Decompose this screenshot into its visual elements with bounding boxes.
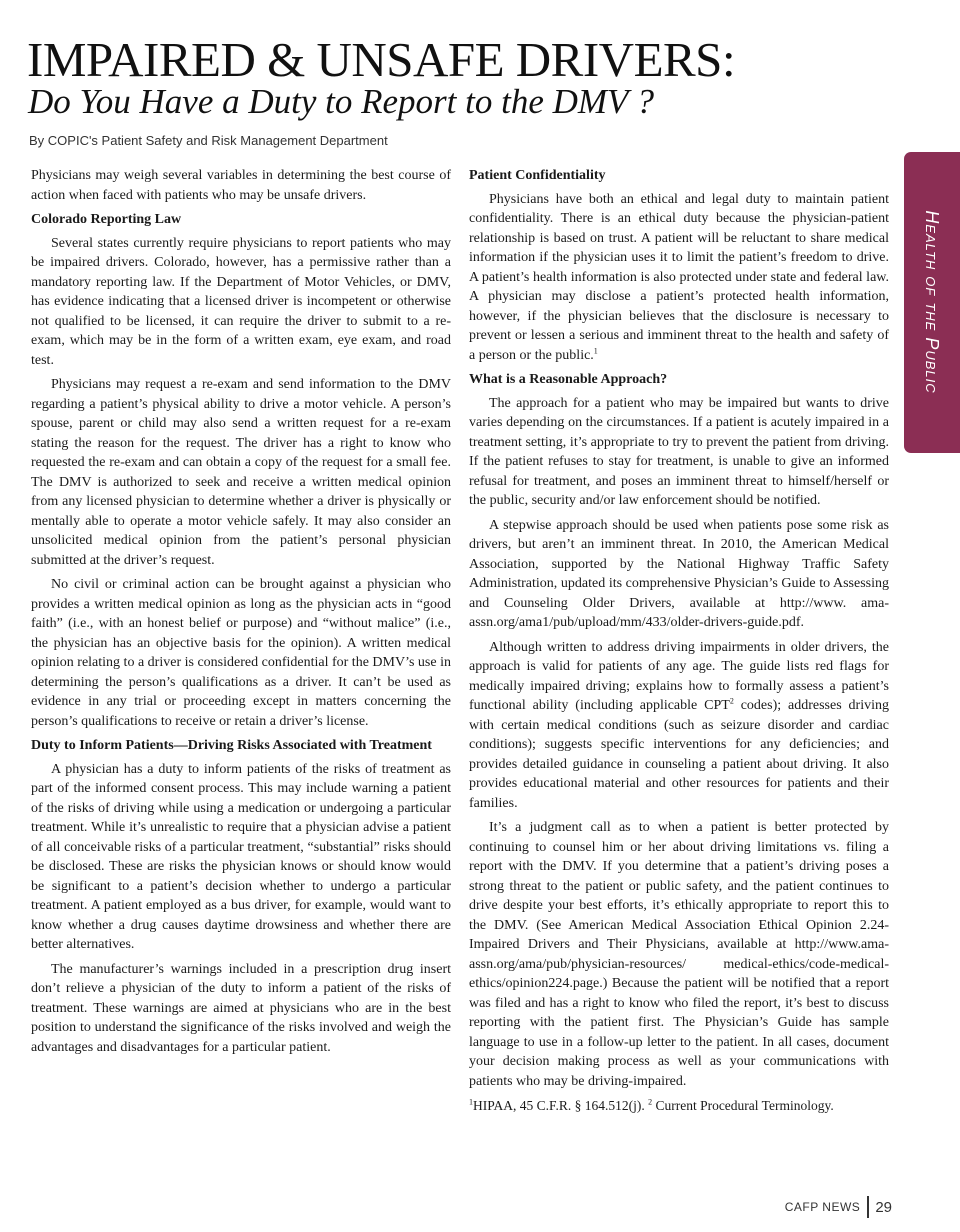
section-heading-duty-to-inform: Duty to Inform Patients—Driving Risks Associated with Treatment (31, 738, 432, 753)
section-heading-reasonable-approach: What is a Reasonable Approach? (469, 372, 668, 387)
page-footer (785, 1196, 892, 1218)
left-column (31, 166, 451, 1062)
section-side-tab (904, 152, 960, 453)
footnote-ref-1: 1 (593, 345, 598, 355)
footnote-ref-2: 2 (729, 696, 734, 706)
paragraph: A stepwise approach should be used when patients pose some risk as drivers, but aren’t an imminent threat. In 2010, the American Medical Association, supported by the National Highway Traffic Safety Administration, updated its comprehensive Physician’s Guide to Assessing and Counseling Older Drivers, available at http://www. ama-assn.org/ama1/pub/upload/mm/433/older-drivers-guide.pdf. (469, 517, 889, 630)
footnote-mark-1: 1 (469, 1097, 473, 1107)
paragraph (469, 190, 889, 366)
page-number: 29 (875, 1198, 892, 1216)
paragraph: Several states currently require physicians to report patients who may be impaired drivers. Colorado, however, has a permissive rather than a mandatory reporting law. If the Department of Motor Vehicles, or DMV, has evidence indicating that a licensed driver is incompetent or otherwise not qualified to be licensed, it can require the driver to submit to a re-exam, which may be in the form of a written exam, eye exam, and road test. (31, 235, 451, 368)
article-byline: By COPIC's Patient Safety and Risk Management Department (29, 133, 388, 148)
paragraph-text: Physicians have both an ethical and legal duty to maintain patient confidentiality. There is an ethical duty because the physician-patient relationship is based on trust. A patient will be reluctant to share medical information if the physician uses it to limit the patient’s freedom to drive. A patient’s health information is also protected under state and federal law. A physician may disclose a patient’s protected health information, however, if the physician believes that the disclosure is necessary to prevent or lessen a serious and imminent threat to the health and safety of a person or the public. (469, 191, 889, 363)
footnotes (469, 1096, 889, 1116)
footer-divider (867, 1196, 869, 1218)
paragraph-text: Although written to address driving impairments in older drivers, the approach is valid for patients of any age. The guide lists red flags for medically impaired driving; explains how to formally assess a patient’s functional ability (including applicable CPT (469, 639, 889, 713)
paragraph: The manufacturer’s warnings included in a prescription drug insert don’t relieve a physician of the duty to inform a patient of the risks of treatment. These warnings are aimed at physicians who are in the best position to understand the significance of the risks involved and weigh the advantages and disadvantages for a particular patient. (31, 961, 451, 1055)
intro-paragraph: Physicians may weigh several variables in determining the best course of action when faced with patients who may be unsafe drivers. (31, 168, 451, 203)
footnote-mark-2: 2 (648, 1097, 653, 1107)
publication-name: CAFP NEWS (784, 1200, 861, 1214)
section-side-tab-label: Health of the Public (922, 210, 942, 394)
footnote-text-1: HIPAA, 45 C.F.R. § 164.512(j). (473, 1098, 645, 1113)
article-subtitle: Do You Have a Duty to Report to the DMV ? (28, 82, 655, 121)
article-title: IMPAIRED & UNSAFE DRIVERS: (27, 32, 736, 87)
paragraph (469, 638, 889, 814)
paragraph: It’s a judgment call as to when a patient is better protected by continuing to counsel him or her about driving limitations vs. filing a report with the DMV. If you determine that a patient’s driving poses a strong threat to the patient or public safety, and the patient continues to drive despite your best efforts, it’s ethically appropriate to report this to the DMV. (See American Medical Association Ethical Opinion 2.24-Impaired Drivers and Their Physicians, available at http://www.ama-assn.org/ama/pub/physician-resources/ medical-ethics/code-medical-ethics/opinion224.page.) Because the patient will be notified that a report was filed and has a right to know who filed the report, it’s best to discuss reporting with the patient first. The Physician’s Guide has sample language to use in a follow-up letter to the patient. In all cases, document your decision making process as well as your communications with patients who may be driving-impaired. (469, 820, 889, 1089)
right-column (469, 166, 889, 1121)
section-heading-patient-confidentiality: Patient Confidentiality (469, 168, 606, 183)
section-heading-colorado-reporting-law: Colorado Reporting Law (31, 212, 182, 227)
paragraph: Physicians may request a re-exam and send information to the DMV regarding a patient’s physical ability to drive a motor vehicle. A person’s spouse, parent or child may also send a written request for a re-exam stating the reason for the request. The driver has a right to know who requested the re-exam and can obtain a copy of the request for a small fee. The DMV is authorized to seek and receive a written medical opinion from any licensed physician to determine whether a driver is physically or mentally able to operate a motor vehicle safely. It may also consider an unsolicited medical opinion from the patient’s personal physician submitted at the driver’s request. (31, 377, 451, 568)
paragraph: The approach for a patient who may be impaired but wants to drive varies depending on the circumstances. If a patient is acutely impaired in a treatment setting, it’s appropriate to try to prevent the patient from driving. If the patient refuses to stay for treatment, is unable to give an informed refusal for treatment, and poses an imminent threat to himself/herself or the public, security and/or law enforcement should be notified. (469, 395, 889, 508)
footnote-text-2: Current Procedural Terminology. (655, 1098, 834, 1113)
paragraph: No civil or criminal action can be brought against a physician who provides a written medical opinion as long as the physician acts in “good faith” (i.e., with an honest belief or purpose) and “without malice” (i.e., the physician has an objective basis for the opinion). A written medical opinion relating to a driver is considered confidential for the DMV’s use in determining the person’s qualifications as a driver. It can’t be used as evidence in any trial or proceeding except in matters concerning the person’s qualifications to receive or retain a driver’s license. (31, 577, 451, 729)
paragraph: A physician has a duty to inform patients of the risks of treatment as part of the informed consent process. This may include warning a patient of the risks of driving while using a medication or undergoing a particular treatment. While it’s unrealistic to require that a physician advise a patient of all conceivable risks of a particular treatment, “substantial” risks should be disclosed. These are risks the physician knows or should know would be significant to a patient’s decision whether to undergo a particular treatment. A patient employed as a bus driver, for example, would want to know whether a drug causes daytime drowsiness and whether there are better alternatives. (31, 761, 451, 952)
paragraph-text: codes); addresses driving with certain medical conditions (such as seizure disorder and cardiac conditions); suggests specific interventions for any deficiencies; and provides detailed guidance in counseling a patient about driving. It also provides educational material and other resources for patients and their families. (469, 698, 889, 811)
